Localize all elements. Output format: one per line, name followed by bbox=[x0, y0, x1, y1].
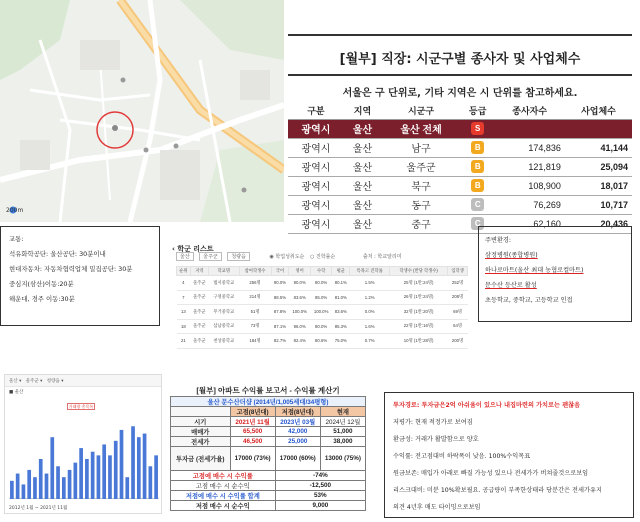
trade-bar bbox=[74, 463, 78, 499]
cell: 87.8% bbox=[271, 305, 289, 320]
low-yield-value: 53% bbox=[275, 491, 365, 501]
cell: 83.6% bbox=[289, 290, 310, 305]
invest-label: 투자금 (전세가율) bbox=[171, 447, 231, 471]
cell-grade bbox=[461, 176, 495, 195]
trade-bar bbox=[131, 426, 135, 499]
high-yield-value: -74% bbox=[275, 471, 365, 481]
cell: 22명 (1반:16명) bbox=[390, 319, 448, 334]
col-rank: 순위 bbox=[177, 267, 191, 276]
low-profit-value: 9,000 bbox=[275, 501, 365, 511]
sale-low: 42,000 bbox=[275, 427, 320, 437]
cell: 90.0% bbox=[271, 276, 289, 291]
trade-bar bbox=[45, 474, 49, 499]
trade-bar bbox=[120, 430, 124, 499]
radio-advance-label: 진학률순 bbox=[315, 254, 336, 260]
transport-label: 교통: bbox=[9, 235, 24, 243]
radio-achievement[interactable]: ◉ 학업성취도순 bbox=[269, 254, 305, 260]
cell: 21 bbox=[177, 334, 191, 349]
cell-companies: 10,717 bbox=[565, 195, 632, 214]
table-row[interactable] bbox=[177, 334, 468, 349]
cell: 32명 (1반:20명) bbox=[390, 305, 448, 320]
col-district: 시군구 bbox=[381, 102, 461, 119]
trade-bar bbox=[33, 477, 37, 499]
time-low: 2023년 03월 bbox=[275, 417, 320, 427]
note-line: 투자경로: 투자금은2억 아쉬움이 있으나 내집마련의 가치로는 괜찮음 bbox=[393, 402, 581, 409]
note-line: 원금보존: 매입가 아래로 빠질 가능성 있으나 전세가가 버쳐줄것으로보임 bbox=[393, 470, 589, 477]
col-high: 고점(8년대) bbox=[230, 407, 275, 417]
grade-badge: B bbox=[471, 179, 484, 192]
note-line: 리스크대비: 미분 10%확보필요. 공급량이 부족한상태라 당분간은 전세가유지 bbox=[393, 487, 602, 494]
cell: 82.4% bbox=[289, 334, 310, 349]
rent-low: 25,000 bbox=[275, 437, 320, 447]
cell-workers: 62,160 bbox=[494, 214, 564, 233]
cell: 삼남중학교 bbox=[209, 319, 240, 334]
invest-now: 13000 (75%) bbox=[320, 447, 365, 471]
transport-line: 현대자동차: 자동차협력업체 밀집공단: 30분 bbox=[9, 265, 133, 273]
employer-panel bbox=[288, 30, 632, 231]
trade-list-button[interactable]: 거래량 총목록 bbox=[68, 404, 94, 409]
trade-bar bbox=[125, 477, 129, 499]
cell: 10명 (1반:28명) bbox=[390, 334, 448, 349]
transport-line: 석유화학공단: 울산공단: 30분이내 bbox=[9, 250, 106, 258]
filter-town-select[interactable]: 청량읍 bbox=[227, 252, 250, 261]
cell-workers bbox=[494, 119, 564, 138]
trade-bar-chart bbox=[9, 415, 159, 499]
cell-type: 광역시 bbox=[288, 176, 344, 195]
cell: 18 bbox=[177, 319, 191, 334]
cell-district: 울주군 bbox=[381, 157, 461, 176]
cell: 0.0% bbox=[350, 305, 390, 320]
trade-bar bbox=[85, 459, 89, 499]
sale-label: 매매가 bbox=[171, 427, 231, 437]
cell: 214명 bbox=[239, 290, 271, 305]
environment-line: 초등학교, 중학교, 고등학교 인접 bbox=[485, 297, 573, 304]
select-district[interactable]: 울주군 bbox=[25, 379, 39, 384]
cell: 100.0% bbox=[289, 305, 310, 320]
school-filters bbox=[176, 252, 402, 261]
cell-grade bbox=[461, 138, 495, 157]
trade-bar bbox=[56, 466, 60, 499]
cell-type: 광역시 bbox=[288, 119, 344, 138]
cell-workers: 108,900 bbox=[494, 176, 564, 195]
grade-badge: C bbox=[471, 217, 484, 230]
radio-advance[interactable]: ○ 진학률순 bbox=[309, 254, 336, 260]
cell: 81.0% bbox=[332, 290, 350, 305]
filter-district-select[interactable]: 울주군 bbox=[199, 252, 222, 261]
cell: 88.5% bbox=[271, 290, 289, 305]
employer-table bbox=[288, 102, 632, 234]
cell: 85.3% bbox=[332, 319, 350, 334]
trade-bar bbox=[154, 455, 158, 499]
cell-grade bbox=[461, 119, 495, 138]
trade-bar bbox=[108, 455, 112, 499]
cell: 1.2% bbox=[350, 290, 390, 305]
col-special: 특목고 진학률 bbox=[350, 267, 390, 276]
trade-bar bbox=[79, 448, 83, 499]
trade-bar bbox=[137, 437, 141, 499]
trade-bar bbox=[16, 474, 20, 499]
table-row[interactable] bbox=[177, 276, 468, 291]
col-entrants: 입학생 bbox=[448, 267, 468, 276]
environment-label: 주변환경: bbox=[485, 237, 511, 244]
environment-box bbox=[478, 226, 632, 322]
environment-line: 하나로마트(울산 최대 농협로컬마트) bbox=[485, 267, 584, 274]
cell: 천상중학교 bbox=[209, 334, 240, 349]
school-table bbox=[176, 266, 468, 349]
map-canvas bbox=[0, 0, 284, 222]
col-grade: 등급 bbox=[461, 102, 495, 119]
source-note: 출처 : 학교알리미 bbox=[362, 254, 402, 260]
cell: 83.6% bbox=[332, 305, 350, 320]
cell: 100.0% bbox=[310, 305, 331, 320]
cell: 0.7% bbox=[350, 334, 390, 349]
table-row bbox=[288, 138, 632, 157]
cell: 울주군 bbox=[190, 305, 208, 320]
radio-achievement-label: 학업성취도순 bbox=[275, 254, 305, 260]
chevron-left-icon[interactable]: ‹ bbox=[172, 245, 178, 253]
environment-line: 삼정병원(종합병원) bbox=[485, 252, 538, 259]
cell-companies bbox=[565, 119, 632, 138]
cell: 울주군 bbox=[190, 276, 208, 291]
yield-table bbox=[170, 396, 366, 511]
note-line: 수익률: 전고점대비 하락폭이 낮음. 100%수익목표 bbox=[393, 453, 531, 460]
trade-bar bbox=[143, 434, 147, 499]
map-view[interactable] bbox=[0, 0, 284, 222]
cell-district: 동구 bbox=[381, 195, 461, 214]
note-line: 환금성: 거래가 활발함으로 양호 bbox=[393, 436, 479, 443]
region-chip-label: 울산 bbox=[14, 390, 24, 395]
cell-companies: 18,017 bbox=[565, 176, 632, 195]
col-school: 학교명 bbox=[209, 267, 240, 276]
note-line: 의견 4년후 매도 타이밍으로보임 bbox=[393, 504, 481, 511]
rent-label: 전세가 bbox=[171, 437, 231, 447]
cell: 85.0% bbox=[310, 290, 331, 305]
yield-title: [월부] 아파트 수익률 보고서 - 수익률 계산기 bbox=[196, 386, 340, 395]
col-workers: 종사자수 bbox=[494, 102, 564, 119]
trade-bar bbox=[27, 470, 31, 499]
cell-workers: 174,836 bbox=[494, 138, 564, 157]
cell: 26명 (1반:24명) bbox=[390, 290, 448, 305]
cell-region: 울산 bbox=[344, 176, 381, 195]
trade-bar bbox=[91, 452, 95, 499]
col-type: 구분 bbox=[288, 102, 344, 119]
cell-region: 울산 bbox=[344, 214, 381, 233]
sale-now: 51,000 bbox=[320, 427, 365, 437]
cell: 80.0% bbox=[310, 276, 331, 291]
cell-region: 울산 bbox=[344, 195, 381, 214]
trade-bar bbox=[97, 455, 101, 499]
col-area: 지역 bbox=[190, 267, 208, 276]
invest-low: 17000 (60%) bbox=[275, 447, 320, 471]
cell-workers: 76,269 bbox=[494, 195, 564, 214]
investment-notes bbox=[384, 392, 634, 518]
grade-badge: B bbox=[471, 160, 484, 173]
cell-grade bbox=[461, 195, 495, 214]
cell: 범서중학교 bbox=[209, 276, 240, 291]
trade-bar bbox=[22, 484, 26, 499]
cell-companies: 41,144 bbox=[565, 138, 632, 157]
cell: 울주군 bbox=[190, 334, 208, 349]
transport-box bbox=[0, 226, 160, 326]
table-row[interactable] bbox=[177, 319, 468, 334]
transport-line: 해운대, 경주 이동:30분 bbox=[9, 295, 75, 303]
cell: 4 bbox=[177, 276, 191, 291]
cell: 208명 bbox=[448, 290, 468, 305]
col-companies: 사업체수 bbox=[565, 102, 632, 119]
cell: 256명 bbox=[239, 276, 271, 291]
trade-volume-panel bbox=[4, 374, 162, 514]
cell: 82.7% bbox=[271, 334, 289, 349]
table-row bbox=[288, 176, 632, 195]
cell: 73명 bbox=[239, 319, 271, 334]
employer-title: [월부] 직장: 시군구별 종사자 및 사업체수 bbox=[339, 52, 581, 67]
col-math: 수학 bbox=[310, 267, 331, 276]
grade-badge: B bbox=[471, 141, 484, 154]
cell: 64명 bbox=[448, 319, 468, 334]
table-row[interactable] bbox=[177, 290, 468, 305]
cell-district: 울산 전체 bbox=[381, 119, 461, 138]
trade-bar bbox=[50, 437, 54, 499]
cell: 184명 bbox=[239, 334, 271, 349]
col-class: 학생수 (반당 학생수) bbox=[390, 267, 448, 276]
cell: 87.1% bbox=[271, 319, 289, 334]
select-town[interactable]: 청량읍 bbox=[46, 379, 60, 384]
cell: 200명 bbox=[448, 334, 468, 349]
col-english: 영어 bbox=[289, 267, 310, 276]
environment-line: 문수산 등산로 활성 bbox=[485, 282, 537, 289]
rent-high: 46,500 bbox=[230, 437, 275, 447]
cell: 80.0% bbox=[310, 319, 331, 334]
cell-region: 울산 bbox=[344, 119, 381, 138]
trade-bar bbox=[68, 470, 72, 499]
high-profit-label: 고점 매수 시 순수익 bbox=[171, 481, 276, 491]
cell: 80.6% bbox=[310, 334, 331, 349]
col-now: 현재 bbox=[320, 407, 365, 417]
table-row bbox=[288, 157, 632, 176]
trade-bar bbox=[114, 441, 118, 499]
cell: 90.0% bbox=[289, 276, 310, 291]
trade-bar bbox=[39, 459, 43, 499]
cell: 7 bbox=[177, 290, 191, 305]
cell-region: 울산 bbox=[344, 138, 381, 157]
trade-period: 2012년 1월 ~ 2021년 11월 bbox=[9, 506, 68, 511]
trade-bar bbox=[10, 481, 14, 499]
cell: 80.1% bbox=[332, 276, 350, 291]
region-chip[interactable]: ■ 울산 bbox=[9, 390, 24, 395]
cell-grade bbox=[461, 157, 495, 176]
cell: 252명 bbox=[448, 276, 468, 291]
invest-high: 17000 (73%) bbox=[230, 447, 275, 471]
time-label: 시기 bbox=[171, 417, 231, 427]
school-title-text: 학군 리스트 bbox=[177, 245, 214, 253]
table-row bbox=[288, 195, 632, 214]
cell: 울주군 bbox=[190, 319, 208, 334]
time-high: 2021년 11월 bbox=[230, 417, 275, 427]
high-yield-label: 고점에 매수 시 수익률 bbox=[171, 471, 276, 481]
cell: 1.6% bbox=[350, 319, 390, 334]
cell-type: 광역시 bbox=[288, 214, 344, 233]
filter-city-select[interactable]: 울산 bbox=[176, 252, 194, 261]
col-avg: 평균 bbox=[332, 267, 350, 276]
low-profit-label: 저점 매수 시 순수익 bbox=[171, 501, 276, 511]
cell: 75.0% bbox=[332, 334, 350, 349]
trade-bar bbox=[149, 466, 153, 499]
transport-line: 중심지(삼산)이동:20분 bbox=[9, 280, 74, 288]
cell: 구영중학교 bbox=[209, 290, 240, 305]
school-list-panel bbox=[172, 244, 468, 374]
note-line: 저평가: 현재 적정가로 보여짐 bbox=[393, 419, 473, 426]
blank-cell bbox=[171, 407, 231, 417]
col-region: 지역 bbox=[344, 102, 381, 119]
cell-region: 울산 bbox=[344, 157, 381, 176]
cell: 무거중학교 bbox=[209, 305, 240, 320]
cell-workers: 121,819 bbox=[494, 157, 564, 176]
cell-type: 광역시 bbox=[288, 138, 344, 157]
cell: 13 bbox=[177, 305, 191, 320]
col-students: 참여학생수 bbox=[239, 267, 271, 276]
cell: 25명 (1반:24명) bbox=[390, 276, 448, 291]
trade-bar bbox=[62, 477, 66, 499]
rent-now: 38,000 bbox=[320, 437, 365, 447]
cell-district: 중구 bbox=[381, 214, 461, 233]
apt-name: 울산 문수산더샵 (2014년/1,005세대/34평형) bbox=[171, 397, 366, 407]
col-korean: 국어 bbox=[271, 267, 289, 276]
cell: 울주군 bbox=[190, 290, 208, 305]
high-profit-value: -12,500 bbox=[275, 481, 365, 491]
select-city[interactable]: 울산 bbox=[9, 379, 18, 384]
yield-calculator bbox=[170, 385, 366, 517]
cell-district: 남구 bbox=[381, 138, 461, 157]
cell-companies: 20,436 bbox=[565, 214, 632, 233]
cell: 69명 bbox=[448, 305, 468, 320]
grade-badge: S bbox=[471, 122, 484, 135]
table-row[interactable] bbox=[177, 305, 468, 320]
employer-subtitle: 서울은 구 단위로, 기타 지역은 시 단위를 참고하세요. bbox=[342, 88, 578, 99]
map-scale: 200m bbox=[6, 207, 24, 214]
cell-companies: 25,094 bbox=[565, 157, 632, 176]
cell: 1.5% bbox=[350, 276, 390, 291]
table-row bbox=[288, 119, 632, 138]
cell-type: 광역시 bbox=[288, 157, 344, 176]
cell-type: 광역시 bbox=[288, 195, 344, 214]
trade-selects: 울산 ▾ 울주군 ▾ 청량읍 ▾ bbox=[5, 375, 161, 387]
low-yield-label: 저점에 매수 시 수익률 합계 bbox=[171, 491, 276, 501]
cell: 96.0% bbox=[289, 319, 310, 334]
col-low: 저점(8년대) bbox=[275, 407, 320, 417]
time-now: 2024년 12월 bbox=[320, 417, 365, 427]
sale-high: 65,500 bbox=[230, 427, 275, 437]
cell: 51명 bbox=[239, 305, 271, 320]
trade-bar bbox=[102, 444, 106, 499]
cell-district: 북구 bbox=[381, 176, 461, 195]
grade-badge: C bbox=[471, 198, 484, 211]
